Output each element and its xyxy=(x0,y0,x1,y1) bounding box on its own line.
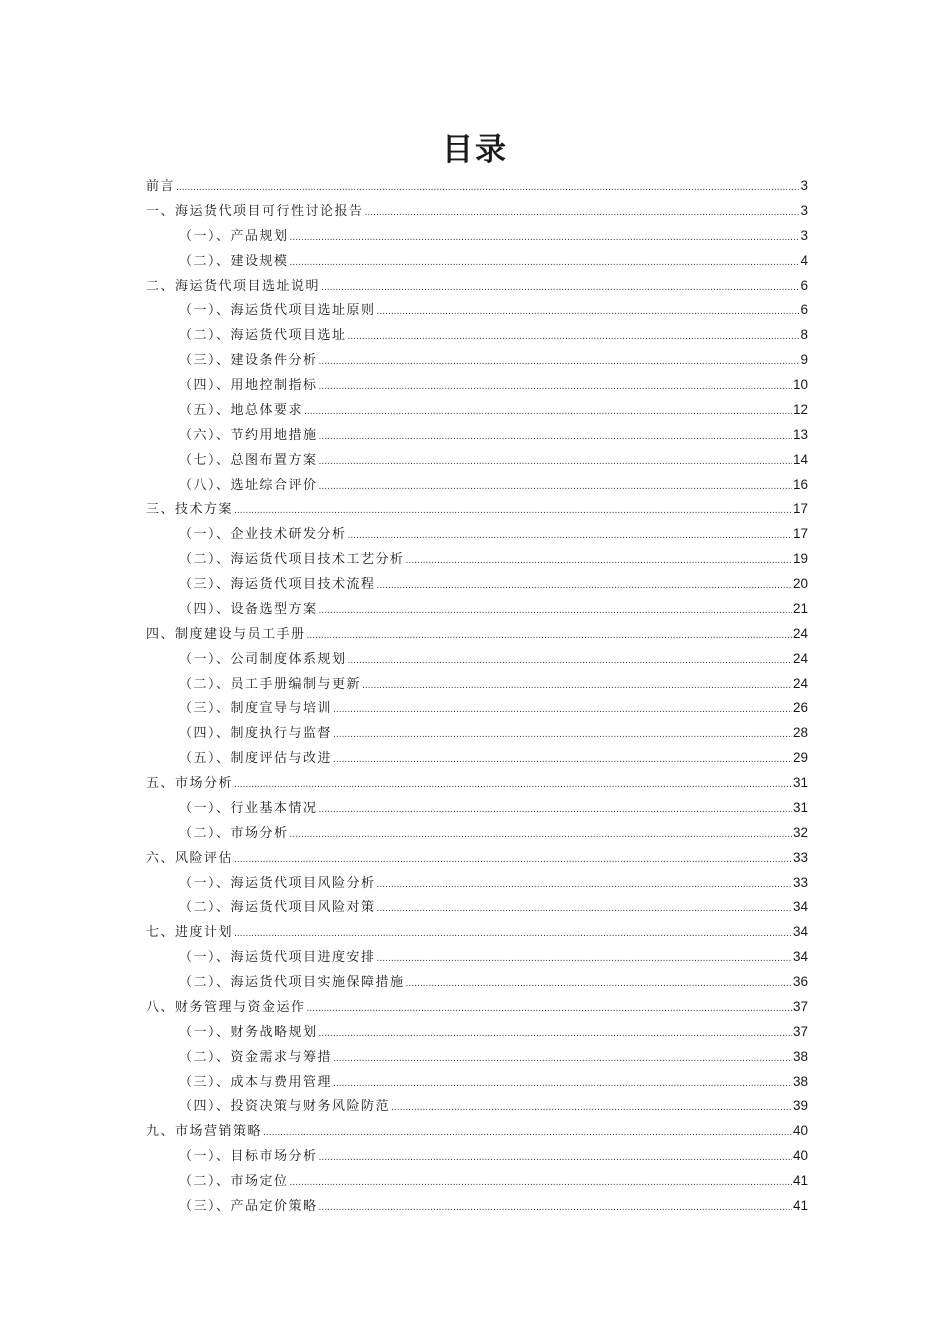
toc-entry-title: （二）、员工手册编制与更新 xyxy=(179,676,362,692)
toc-entry[interactable] xyxy=(146,696,808,721)
toc-entry-title: （三）、成本与费用管理 xyxy=(179,1074,333,1090)
dot-leader xyxy=(333,747,792,773)
toc-entry-title: 五、市场分析 xyxy=(146,776,234,791)
toc-entry[interactable] xyxy=(146,323,808,348)
toc-entry-title: （二）、市场定位 xyxy=(179,1174,289,1189)
toc-entry-title: （二）、建设规模 xyxy=(179,253,289,269)
dot-leader xyxy=(290,1170,792,1196)
toc-entry[interactable] xyxy=(146,249,808,274)
toc-entry-title: （五）、制度评估与改进 xyxy=(179,751,333,767)
toc-entry-page-number: 31 xyxy=(792,799,808,815)
toc-entry-page-number: 9 xyxy=(800,352,808,368)
toc-entry[interactable] xyxy=(146,373,808,398)
dot-leader xyxy=(348,648,792,674)
toc-entry-title: 前言 xyxy=(146,179,176,194)
dot-leader xyxy=(319,474,792,500)
toc-entry-page-number: 21 xyxy=(792,600,808,616)
toc-entry-page-number: 38 xyxy=(792,1073,808,1089)
toc-entry[interactable] xyxy=(146,1119,808,1144)
toc-entry[interactable] xyxy=(146,547,808,572)
dot-leader xyxy=(290,225,800,251)
toc-entry-title: 七、进度计划 xyxy=(146,925,234,941)
toc-entry-title: 四、制度建设与员工手册 xyxy=(146,626,306,642)
dot-leader xyxy=(307,996,792,1022)
toc-entry-title: （一）、产品规划 xyxy=(179,228,289,244)
dot-leader xyxy=(290,250,800,276)
toc-entry-title: （一）、海运货代项目进度安排 xyxy=(179,950,376,966)
toc-entry[interactable] xyxy=(146,1144,808,1169)
toc-entry-title: （三）、产品定价策略 xyxy=(179,1198,318,1214)
toc-entry-title: （五）、地总体要求 xyxy=(179,402,304,418)
toc-entry-page-number: 26 xyxy=(792,700,808,716)
toc-entry[interactable] xyxy=(146,199,808,224)
dot-leader xyxy=(377,872,792,898)
dot-leader xyxy=(176,175,799,201)
dot-leader xyxy=(333,697,792,723)
toc-entry[interactable] xyxy=(146,398,808,423)
dot-leader xyxy=(348,523,792,549)
dot-leader xyxy=(307,623,792,649)
toc-entry[interactable] xyxy=(146,298,808,323)
toc-entry-title: （二）、市场分析 xyxy=(179,825,289,841)
toc-entry-page-number: 37 xyxy=(792,998,808,1014)
toc-entry[interactable] xyxy=(146,821,808,846)
toc-entry[interactable] xyxy=(146,1194,808,1219)
toc-entry-title: 二、海运货代项目选址说明 xyxy=(146,278,321,294)
dot-leader xyxy=(406,548,792,574)
toc-entry-title: （二）、海运货代项目技术工艺分析 xyxy=(179,552,405,568)
table-of-contents xyxy=(146,174,808,1219)
dot-leader xyxy=(319,349,800,375)
toc-entry-page-number: 16 xyxy=(792,476,808,492)
toc-entry-page-number: 6 xyxy=(800,277,808,293)
toc-entry-title: （一）、海运货代项目选址原则 xyxy=(179,303,376,319)
toc-entry[interactable] xyxy=(146,895,808,920)
toc-entry-page-number: 33 xyxy=(792,849,808,865)
toc-entry[interactable] xyxy=(146,423,808,448)
toc-entry-title: 三、技术方案 xyxy=(146,502,234,518)
dot-leader xyxy=(319,1021,792,1047)
dot-leader xyxy=(234,921,792,947)
toc-entry-title: 九、市场营销策略 xyxy=(146,1124,263,1140)
toc-entry-title: （四）、设备选型方案 xyxy=(179,601,318,617)
toc-entry[interactable] xyxy=(146,274,808,299)
toc-entry-page-number: 17 xyxy=(792,526,808,542)
toc-entry[interactable] xyxy=(146,572,808,597)
toc-entry-title: （一）、企业技术研发分析 xyxy=(179,527,347,543)
dot-leader xyxy=(319,374,792,400)
toc-entry-title: 六、风险评估 xyxy=(146,850,234,866)
dot-leader xyxy=(333,722,792,748)
dot-leader xyxy=(377,299,800,325)
toc-entry[interactable] xyxy=(146,1070,808,1095)
page-title: 目录 xyxy=(442,132,508,168)
dot-leader xyxy=(304,399,792,425)
dot-leader xyxy=(319,1195,792,1221)
toc-entry-page-number: 24 xyxy=(792,650,808,666)
toc-entry-page-number: 3 xyxy=(800,227,808,243)
toc-entry[interactable] xyxy=(146,1169,808,1194)
toc-entry[interactable] xyxy=(146,970,808,995)
dot-leader xyxy=(406,971,792,997)
toc-entry-page-number: 17 xyxy=(792,501,808,517)
dot-leader xyxy=(319,424,792,450)
toc-entry-title: （四）、制度执行与监督 xyxy=(179,726,333,742)
toc-entry[interactable] xyxy=(146,771,808,796)
toc-entry[interactable] xyxy=(146,945,808,970)
toc-entry-title: （三）、建设条件分析 xyxy=(179,353,318,369)
dot-leader xyxy=(319,449,792,475)
toc-entry-page-number: 19 xyxy=(792,551,808,567)
toc-entry-title: （二）、海运货代项目选址 xyxy=(179,328,347,344)
toc-entry-page-number: 31 xyxy=(792,775,808,790)
dot-leader xyxy=(319,598,792,624)
dot-leader xyxy=(290,822,792,848)
toc-entry[interactable] xyxy=(146,522,808,547)
toc-entry[interactable] xyxy=(146,746,808,771)
toc-entry-title: （一）、财务战略规划 xyxy=(179,1024,318,1040)
toc-entry[interactable] xyxy=(146,348,808,373)
dot-leader xyxy=(362,673,792,699)
toc-entry-title: （二）、海运货代项目风险对策 xyxy=(179,900,376,916)
toc-entry-page-number: 28 xyxy=(792,725,808,741)
toc-entry-title: 八、财务管理与资金运作 xyxy=(146,999,306,1015)
toc-entry-title: （二）、海运货代项目实施保障措施 xyxy=(179,975,405,990)
toc-entry-title: （三）、海运货代项目技术流程 xyxy=(179,577,376,592)
dot-leader xyxy=(391,1095,792,1121)
toc-entry-page-number: 38 xyxy=(792,1048,808,1064)
dot-leader xyxy=(321,275,799,301)
toc-entry-page-number: 13 xyxy=(792,426,808,442)
dot-leader xyxy=(348,324,800,350)
toc-entry-page-number: 41 xyxy=(792,1173,808,1188)
dot-leader xyxy=(333,1046,792,1072)
toc-entry-page-number: 3 xyxy=(800,202,808,218)
toc-entry-title: （四）、用地控制指标 xyxy=(179,378,318,393)
dot-leader xyxy=(234,847,792,873)
toc-entry-title: （一）、海运货代项目风险分析 xyxy=(179,875,376,891)
toc-entry-title: （二）、资金需求与筹措 xyxy=(179,1049,333,1065)
toc-entry[interactable] xyxy=(146,920,808,945)
toc-entry-page-number: 37 xyxy=(792,1023,808,1039)
dot-leader xyxy=(377,573,792,599)
toc-entry-page-number: 32 xyxy=(792,824,808,840)
toc-entry-page-number: 24 xyxy=(792,675,808,691)
toc-entry-page-number: 40 xyxy=(792,1123,808,1139)
toc-entry-page-number: 29 xyxy=(792,750,808,766)
toc-entry-page-number: 14 xyxy=(792,451,808,467)
toc-entry-title: （四）、投资决策与财务风险防范 xyxy=(179,1099,391,1115)
toc-entry-title: （六）、节约用地措施 xyxy=(179,427,318,443)
toc-entry-page-number: 34 xyxy=(792,899,808,915)
toc-entry-title: （七）、总图布置方案 xyxy=(179,452,318,468)
dot-leader xyxy=(234,772,792,798)
toc-entry-title: （八）、选址综合评价 xyxy=(179,477,318,493)
dot-leader xyxy=(377,946,792,972)
toc-entry-page-number: 8 xyxy=(800,327,808,343)
toc-entry-page-number: 34 xyxy=(792,924,808,940)
toc-entry-page-number: 12 xyxy=(792,401,808,417)
toc-entry[interactable] xyxy=(146,721,808,746)
toc-entry[interactable] xyxy=(146,224,808,249)
toc-entry-page-number: 3 xyxy=(800,178,808,193)
toc-entry[interactable] xyxy=(146,647,808,672)
toc-entry-page-number: 24 xyxy=(792,625,808,641)
dot-leader xyxy=(319,1145,792,1171)
dot-leader xyxy=(377,896,792,922)
toc-entry-page-number: 34 xyxy=(792,949,808,965)
toc-entry-title: 一、海运货代项目可行性讨论报告 xyxy=(146,203,364,219)
toc-entry[interactable] xyxy=(146,995,808,1020)
dot-leader xyxy=(234,498,792,524)
toc-entry-page-number: 6 xyxy=(800,302,808,318)
toc-entry[interactable] xyxy=(146,448,808,473)
toc-entry-page-number: 4 xyxy=(800,252,808,268)
dot-leader xyxy=(365,200,800,226)
dot-leader xyxy=(333,1071,792,1097)
toc-entry-page-number: 40 xyxy=(792,1148,808,1164)
toc-entry[interactable] xyxy=(146,1020,808,1045)
toc-entry[interactable] xyxy=(146,1094,808,1119)
toc-entry[interactable] xyxy=(146,597,808,622)
toc-entry[interactable] xyxy=(146,796,808,821)
toc-entry[interactable] xyxy=(146,497,808,522)
toc-entry-title: （三）、制度宣导与培训 xyxy=(179,701,333,717)
dot-leader xyxy=(263,1120,792,1146)
toc-entry[interactable] xyxy=(146,672,808,697)
toc-entry-title: （一）、目标市场分析 xyxy=(179,1149,318,1165)
toc-entry[interactable] xyxy=(146,871,808,896)
dot-leader xyxy=(319,797,792,823)
toc-entry[interactable] xyxy=(146,473,808,498)
toc-entry-page-number: 33 xyxy=(792,874,808,890)
toc-entry[interactable] xyxy=(146,846,808,871)
toc-entry-page-number: 10 xyxy=(792,377,808,392)
toc-entry[interactable] xyxy=(146,1045,808,1070)
toc-entry-page-number: 20 xyxy=(792,576,808,591)
toc-entry-title: （一）、行业基本情况 xyxy=(179,800,318,816)
toc-entry[interactable] xyxy=(146,174,808,199)
toc-entry-title: （一）、公司制度体系规划 xyxy=(179,651,347,667)
toc-entry-page-number: 36 xyxy=(792,974,808,989)
toc-entry[interactable] xyxy=(146,622,808,647)
toc-entry-page-number: 39 xyxy=(792,1098,808,1114)
toc-entry-page-number: 41 xyxy=(792,1197,808,1213)
